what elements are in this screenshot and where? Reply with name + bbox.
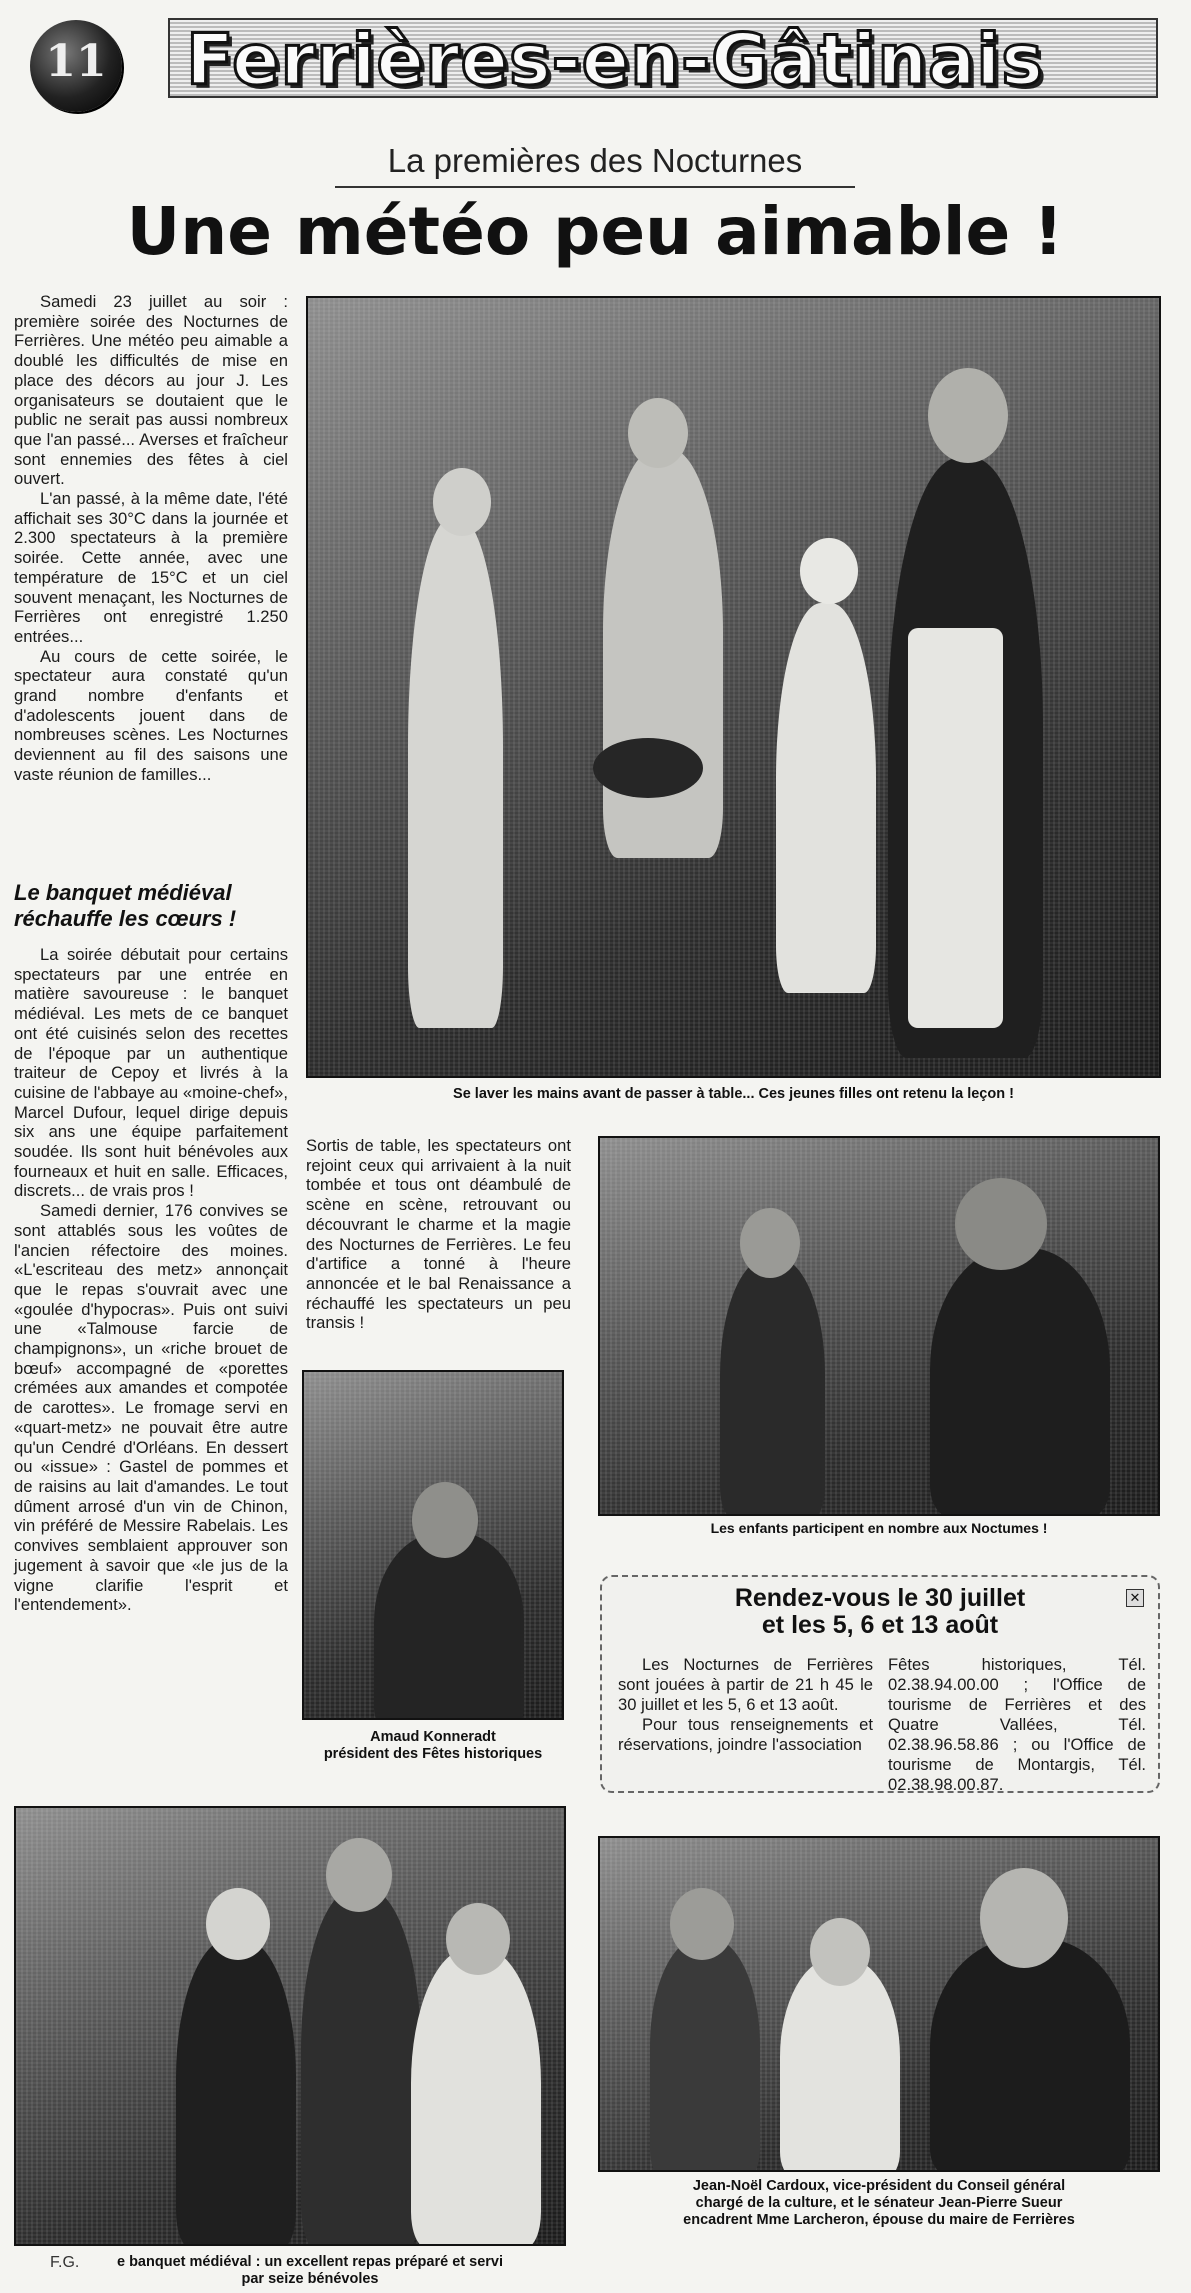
infobox-title-line: Rendez-vous le 30 juillet [734,1584,1026,1612]
masthead-title: Ferrières-en-Gâtinais [168,18,1158,98]
child-head [740,1208,800,1278]
banquet-caption-line: par seize bénévoles [241,2271,379,2287]
banquet-column-1 [14,945,288,1615]
kicker-divider [335,186,855,188]
official-figure [930,1938,1130,2172]
infobox-title-line: et les 5, 6 et 13 août [761,1611,999,1639]
banquet-photo [14,1806,566,2246]
server-head [326,1838,392,1912]
official-head [810,1918,870,1986]
portrait-caption [302,1729,564,1763]
portrait-caption-title: président des Fêtes historiques [323,1746,543,1762]
banquet-caption-line: e banquet médiéval : un excellent repas préparé et servi [116,2254,504,2270]
banquet-paragraph: La soirée débutait pour certains spectateurs par une entrée en matière savoureuse : le banquet médiéval. Les mets de ce banquet ont été cuisinés selon des recettes de l'époque par un authentique traiteur de Cepoy et livrés à la cuisine de l'abbaye au «moine-chef», Marcel Dufour, lequel dirige depuis six ans une équipe parfaitement soudée. Ils sont huit bénévoles aux fourneaux et huit en salle. Efficaces, discrets... de vrais pros ! [14,945,288,1201]
server-head [206,1888,270,1960]
official-head [980,1868,1068,1968]
officials-caption-line: encadrent Mme Larcheron, épouse du maire de Ferrières [683,2212,1075,2228]
server-head [446,1903,510,1975]
child-head [955,1178,1047,1270]
president-head [412,1482,478,1558]
banquet-caption [70,2254,550,2288]
infobox-right-column [888,1655,1146,1795]
section-subhead: Le banquet médiéval réchauffe les cœurs ! [14,880,237,931]
server-figure [301,1888,421,2246]
official-figure [650,1938,760,2172]
infobox-paragraph: Pour tous renseignements et réservations, joindre l'association [618,1715,873,1754]
children-photo-caption: Les enfants participent en nombre aux Noctumes ! [710,1520,1048,1536]
server-figure [176,1938,296,2246]
official-figure [780,1958,900,2172]
banquet-paragraph: Sortis de table, les spectateurs ont rejoint ceux qui arrivaient à la nuit tombée et tous ont déambulé de scène en scène, retrouvant ou découvrant le charme et la magie des Nocturnes de Ferrières. Le feu d'artifice a tonné à l'heure annoncée et le bal Renaissance a réchauffé les spectateurs un peu transis ! [306,1136,571,1333]
infobox-title [602,1585,1158,1639]
banquet-paragraph: Samedi dernier, 176 convives se sont attablés sous les voûtes de l'ancien réfectoire des moines. «L'escriteau des metz» annonçait que le repas s'ouvrait avec une «goulée d'hypocras». Puis ont suivi une «Talmouse farcie de champignons», un «riche brouet de bœuf» accompagné de «porettes crémées aux amandes et compotée de carottes». Le fromage servi en «quart-metz» ne pouvait être autre qu'un Cendré d'Orléans. En dessert ou «issue» : Gastel de pommes et de raisins au lait d'amandes. Le tout dûment arrosé d'un vin de Chinon, vin préféré de Messire Rabelais. Les convives semblaient approuver son jugement à savoir que «le jus de la vigne clarifie l'esprit et l'entendement». [14,1201,288,1615]
infobox-contacts: Fêtes historiques, Tél. 02.38.94.00.00 ; l'Office de tourisme de Ferrières et des Quatre Vallées, Tél. 02.38.96.58.86 ; ou l'Office de tourisme de Montargis, Tél. 02.38.98.00.87. [888,1655,1146,1794]
child-figure [930,1248,1110,1516]
girl-head [628,398,688,468]
girl-figure [776,603,876,993]
schedule-infobox [600,1575,1160,1793]
basin [593,738,703,798]
officials-caption [598,2178,1160,2229]
infobox-paragraph: Les Nocturnes de Ferrières sont jouées à partir de 21 h 45 le 30 juillet et les 5, 6 et 13 août. [618,1655,873,1714]
photo-credit: F.G. [50,2254,80,2271]
headline: Une météo peu aimable ! [126,193,1064,270]
officials-caption-line: Jean-Noël Cardoux, vice-président du Conseil général [692,2178,1066,2194]
children-photo [598,1136,1160,1516]
girl-figure [408,518,503,1028]
official-head [670,1888,734,1960]
girl-head [433,468,491,536]
main-photo [306,296,1161,1078]
page-number-badge [30,20,122,112]
server-figure [411,1948,541,2246]
page-number: 11 [45,36,107,87]
kicker: La premières des Nocturnes [387,142,803,179]
close-icon: ✕ [1126,1589,1144,1607]
infobox-left-column [618,1655,873,1755]
officials-caption-line: chargé de la culture, et le sénateur Jean-Pierre Sueur [695,2195,1063,2211]
apron [908,628,1003,1028]
officials-photo [598,1836,1160,2172]
portrait-photo [302,1370,564,1720]
woman-head [928,368,1008,463]
intro-paragraph: L'an passé, à la même date, l'été affichait ses 30°C dans la journée et 2.300 spectateurs à la première soirée. Cette année, avec une température de 15°C et un ciel souvent menaçant, les Nocturnes de Ferrières ont enregistré 1.250 entrées... [14,489,288,646]
main-photo-caption: Se laver les mains avant de passer à table... Ces jeunes filles ont retenu la leçon ! [453,1086,1014,1102]
president-figure [374,1532,524,1720]
intro-column [14,292,288,785]
banquet-column-2 [306,1136,571,1333]
intro-paragraph: Au cours de cette soirée, le spectateur aura constaté qu'un grand nombre d'enfants et d'adolescents jouent dans de nombreuses scènes. Les Nocturnes deviennent au fil des saisons une vaste réunion de familles... [14,646,288,784]
masthead [18,12,1168,108]
portrait-caption-name: Amaud Konneradt [370,1729,496,1745]
girl-head [800,538,858,604]
child-figure [720,1258,825,1516]
intro-paragraph: Samedi 23 juillet au soir : première soirée des Nocturnes de Ferrières. Une météo peu aimable a doublé les difficultés de mise en place des décors au jour J. Les organisateurs se doutaient que le public ne serait pas aussi nombreux que l'an passé... Averses et fraîcheur sont ennemies des fêtes à ciel ouvert. [14,292,288,489]
